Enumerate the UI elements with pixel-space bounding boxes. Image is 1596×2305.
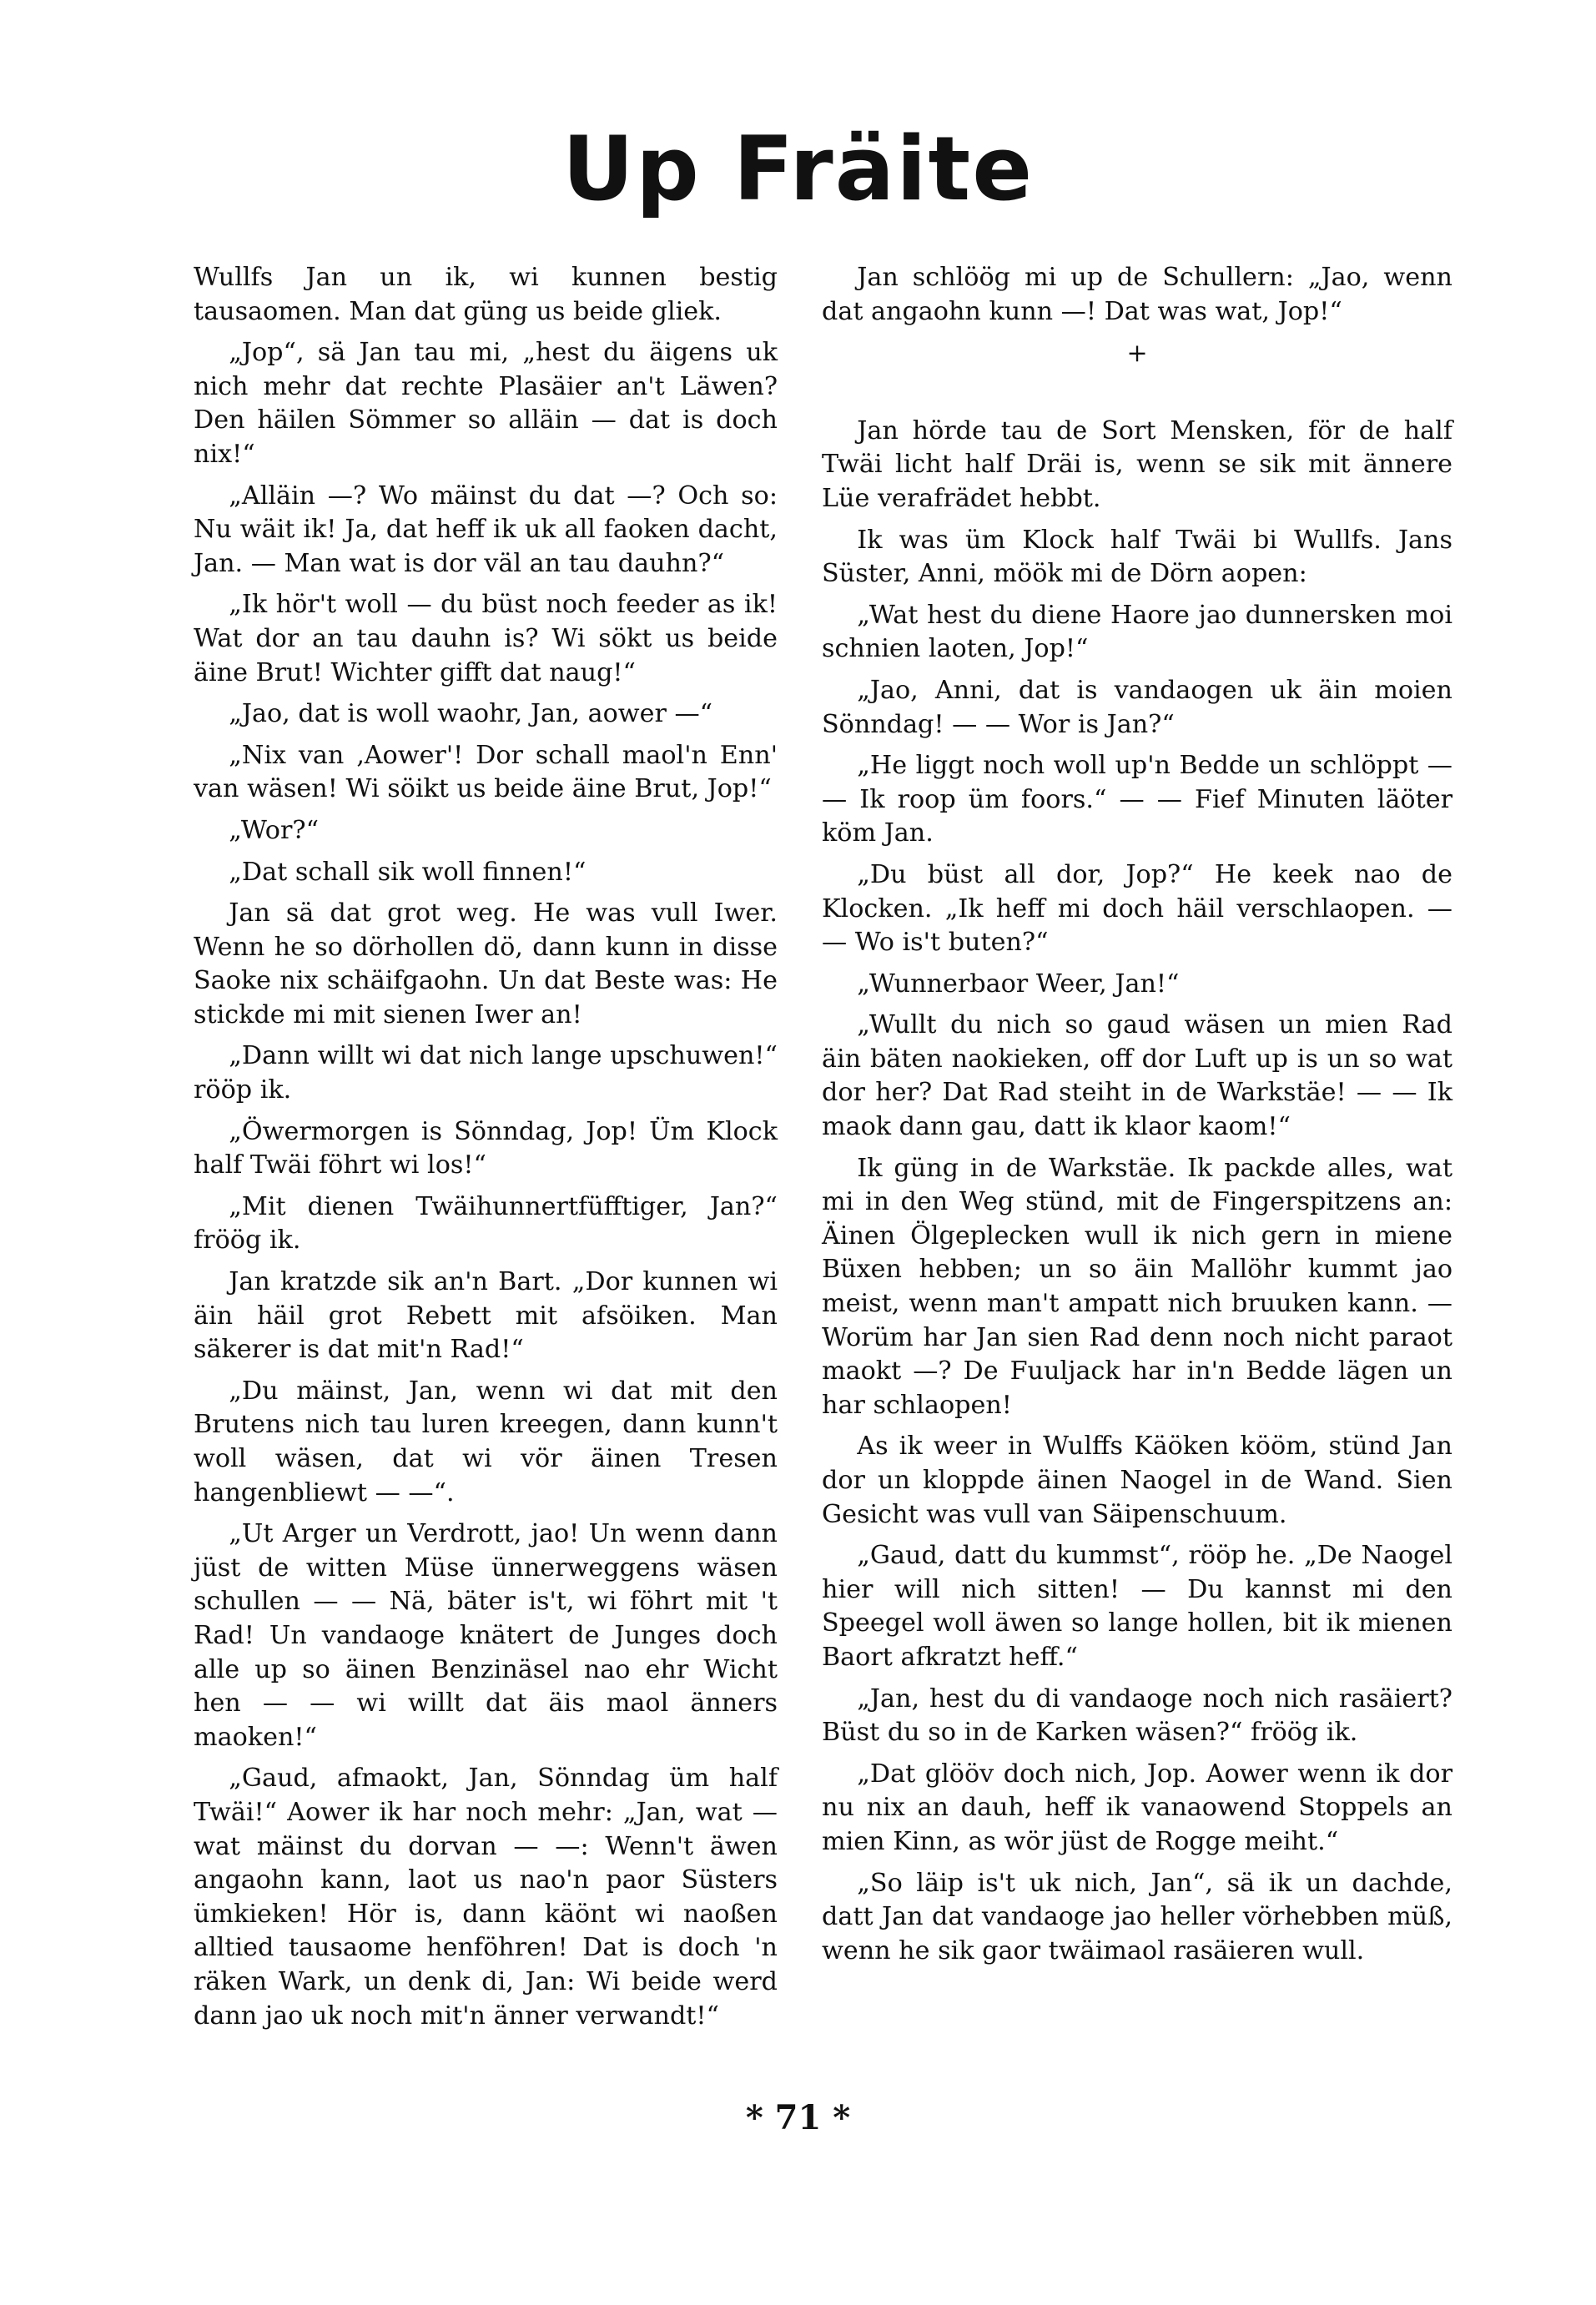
paragraph: Ik güng in de Warkstäe. Ik packde alles, wat mi in den Weg stünd, mit de Fingerspitzens an: Äinen Ölgeplecken wull ik nich gern in miene Büxen hebben; un so äin Mallöhr kummt jao meist, wenn man't ampatt nich bruuken kann. — Worüm har Jan sien Rad denn noch nicht paraot maokt —? De Fuuljack har in'n Bedde lägen un har schlaopen! xyxy=(822,1153,1453,1420)
paragraph: „Wullt du nich so gaud wäsen un mien Rad äin bäten naokieken, off dor Luft up is un so wat dor her? Dat Rad steiht in de Warkstäe! — — Ik maok dann gau, datt ik klaor kaom!“ xyxy=(822,1010,1453,1142)
paragraph: „Mit dienen Twäihunnertfüfftiger, Jan?“ fröög ik. xyxy=(194,1191,778,1256)
page-number: * 71 * xyxy=(745,2098,851,2137)
paragraph: „Öwermorgen is Sönndag, Jop! Üm Klock half Twäi föhrt wi los!“ xyxy=(194,1116,778,1180)
paragraph: Ik was üm Klock half Twäi bi Wullfs. Jans Süster, Anni, möök mi de Dörn aopen: xyxy=(822,525,1453,589)
paragraph: „Wor?“ xyxy=(229,815,320,845)
paragraph: Wullfs Jan un ik, wi kunnen bestig tausaomen. Man dat güng us beide gliek. xyxy=(194,263,778,326)
paragraph: „Du mäinst, Jan, wenn wi dat mit den Brutens nich tau luren kreegen, dann kunn't woll wäsen, dat wi vör äinen Tresen hangenbliewt — —“. xyxy=(194,1376,778,1507)
paragraph: „Dat schall sik woll finnen!“ xyxy=(229,857,587,887)
paragraph: „Du büst all dor, Jop?“ He keek nao de Klocken. „Ik heff mi doch häil verschlaopen. — — Wo is't buten?“ xyxy=(822,859,1453,958)
paragraph: „Jao, dat is woll waohr, Jan, aower —“ xyxy=(229,699,713,729)
page-title: Up Fräite xyxy=(561,118,1035,220)
paragraph: „Alläin —? Wo mäinst du dat —? Och so: Nu wäit ik! Ja, dat heff ik uk all faoken dacht, Jan. — Man wat is dor väl an tau dauhn?“ xyxy=(194,481,778,578)
paragraph: „Ut Arger un Verdrott, jao! Un wenn dann jüst de witten Müse ünnerweggens wäsen schullen — — Nä, bäter is't, wi föhrt mit 't Rad! Un vandaoge knätert de Junges doch alle up so äinen Benzinäsel nao ehr Wicht hen — — wi willt dat äis maol änners maoken!“ xyxy=(194,1519,778,1752)
right-column xyxy=(822,261,1453,1975)
paragraph: Jan hörde tau de Sort Mensken, för de half Twäi licht half Dräi is, wenn se sik mit ännere Lüe verafrädet hebbt. xyxy=(822,415,1453,513)
paragraph: „Jao, Anni, dat is vandaogen uk äin moien Sönndag! — — Wor is Jan?“ xyxy=(822,675,1453,739)
paragraph: „He liggt noch woll up'n Bedde un schlöppt — — Ik roop üm foors.“ — — Fief Minuten läöter köm Jan. xyxy=(822,751,1453,848)
left-column xyxy=(194,261,778,2041)
section-separator: + xyxy=(1126,339,1148,369)
paragraph: As ik weer in Wulffs Käöken kööm, stünd Jan dor un kloppde äinen Naogel in de Wand. Sien Gesicht was vull van Säipenschuum. xyxy=(822,1432,1453,1529)
paragraph: Jan schlöög mi up de Schullern: „Jao, wenn dat angaohn kunn —! Dat was wat, Jop!“ xyxy=(822,263,1453,326)
paragraph: Jan sä dat grot weg. He was vull Iwer. Wenn he so dörhollen dö, dann kunn in disse Saoke nix schäifgaohn. Un dat Beste was: He stickde mi mit sienen Iwer an! xyxy=(194,898,778,1029)
paragraph: Jan kratzde sik an'n Bart. „Dor kunnen wi äin häil grot Rebett mit afsöiken. Man säkerer is dat mit'n Rad!“ xyxy=(194,1267,778,1365)
paragraph: „Gaud, afmaokt, Jan, Sönndag üm half Twäi!“ Aower ik har noch mehr: „Jan, wat — wat mäinst du dorvan — —: Wenn't äwen angaohn kann, laot us nao'n paor Süsters ümkieken! Hör is, dann käönt wi naoßen alltied tausaome henföhren! Dat is doch 'n räken Wark, un denk di, Jan: Wi beide werd dann jao uk noch mit'n änner verwandt!“ xyxy=(194,1764,778,2031)
paragraph: „Nix van ‚Aower'! Dor schall maol'n Enn' van wäsen! Wi söikt us beide äine Brut, Jop!“ xyxy=(194,740,778,804)
paragraph: „Wunnerbaor Weer, Jan!“ xyxy=(857,969,1180,999)
paragraph: „Dat glööv doch nich, Jop. Aower wenn ik dor nu nix an dauh, heff ik vanaowend Stoppels an mien Kinn, as wör jüst de Rogge meiht.“ xyxy=(822,1759,1453,1856)
paragraph: „Wat hest du diene Haore jao dunnersken moi schnien laoten, Jop!“ xyxy=(822,600,1453,664)
paragraph: „So läip is't uk nich, Jan“, sä ik un dachde, datt Jan dat vandaoge jao heller vörhebben müß, wenn he sik gaor twäimaol rasäieren wull. xyxy=(822,1868,1453,1965)
paragraph: „Dann willt wi dat nich lange upschuwen!“ rööp ik. xyxy=(194,1041,778,1105)
paragraph: „Jan, hest du di vandaoge noch nich rasäiert? Büst du so in de Karken wäsen?“ fröög ik. xyxy=(822,1683,1453,1748)
paragraph: „Gaud, datt du kummst“, rööp he. „De Naogel hier will nich sitten! — Du kannst mi den Speegel woll äwen so lange hollen, bit ik mienen Baort afkratzt heff.“ xyxy=(822,1541,1453,1672)
paragraph: „Ik hör't woll — du büst noch feeder as ik! Wat dor an tau dauhn is? Wi sökt us beide äine Brut! Wichter gifft dat naug!“ xyxy=(194,590,778,687)
paragraph: „Jop“, sä Jan tau mi, „hest du äigens uk nich mehr dat rechte Plasäier an't Läwen? Den häilen Sömmer so alläin — dat is doch nix!“ xyxy=(194,338,778,469)
